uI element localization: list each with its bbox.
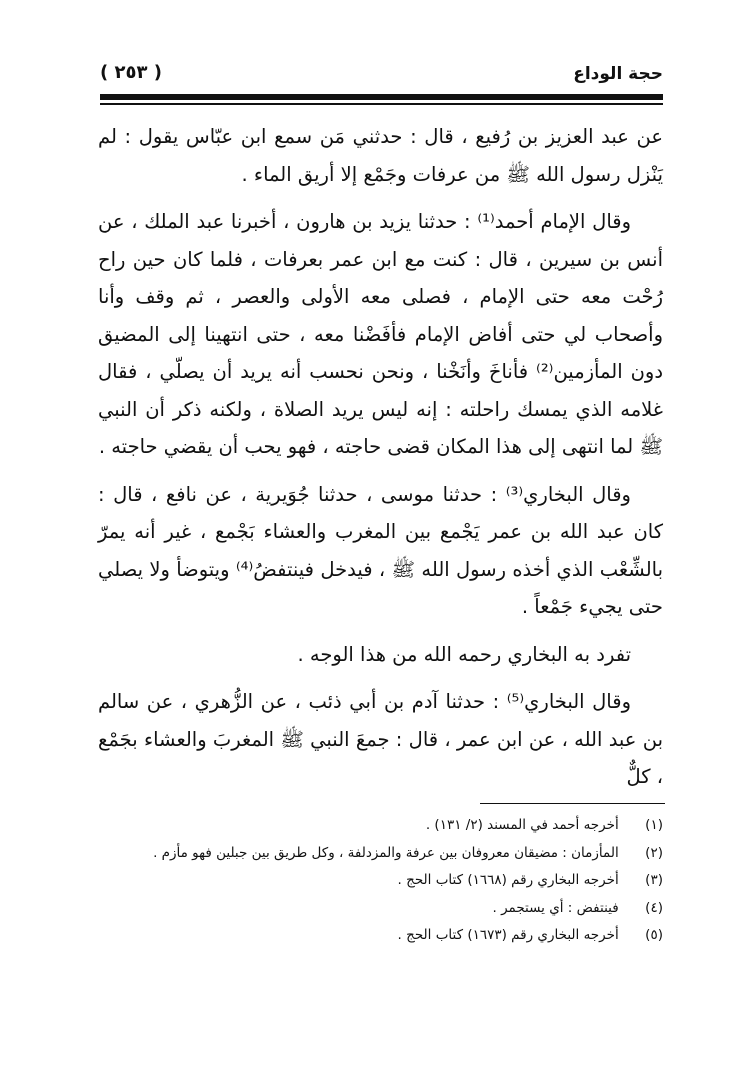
- paragraph-5: وقال البخاري⁽⁵⁾ : حدثنا آدم بن أبي ذئب ، عن الزُّهري ، عن سالم بن عبد الله ، عن ابن عمر ، قال : جمعَ النبي ﷺ المغربَ والعشاء بجَمْع ، كلٌّ: [98, 690, 663, 788]
- paragraph-3: وقال البخاري⁽³⁾ : حدثنا موسى ، حدثنا جُوَيرية ، عن نافع ، قال : كان عبد الله بن عمر يَجْمع بين المغرب والعشاء بَجْمع ، غير أنه يمرّ بالشِّعْب الذي أخذه رسول الله ﷺ ، فيدخل فينتفضُ⁽⁴⁾ ويتوضأ ولا يصلي حتى يجيء جَمْعاً .: [98, 482, 664, 618]
- footnote-number: (٤): [645, 899, 663, 916]
- footnote-number: (٣): [645, 872, 663, 888]
- footnote-number: (١): [645, 817, 663, 833]
- header-rule-thick: [100, 94, 663, 100]
- chapter-title: حجة الوداع: [573, 64, 663, 84]
- footnote-separator: [480, 803, 665, 804]
- page-number: ( ٢٥٣ ): [100, 62, 162, 83]
- paragraph-2: وقال الإمام أحمد⁽¹⁾ : حدثنا يزيد بن هارون ، أخبرنا عبد الملك ، عن أنس بن سيرين ، قال : كنت مع ابن عمر بعرفات ، فلما كان حين راح رُحْت معه حتى الإمام ، فصلى معه الأولى والعصر ، ثم وقف وأنا وأصحاب لي حتى أفاض الإمام فأفَضْنا معه ، حتى انتهينا إلى المضيق دون المأزمين⁽²⁾ فأناخَ وأنَخْنا ، ونحن نحسب أنه يريد أن يصلّي ، فقال غلامه الذي يمسك راحلته : إنه ليس يريد الصلاة ، ولكنه ذكر أن النبي ﷺ لما انتهى إلى هذا المكان قضى حاجته ، فهو يحب أن يقضي حاجته .: [98, 210, 664, 458]
- paragraph-4: تفرد به البخاري رحمه الله من هذا الوجه .: [297, 642, 631, 666]
- footnote-item: [98, 867, 663, 895]
- main-text: [98, 118, 663, 796]
- footnote-number: (٥): [645, 927, 663, 943]
- footnote-item: [98, 840, 663, 868]
- header-rule-thin: [100, 103, 663, 105]
- footnote-item: [98, 895, 663, 923]
- paragraph-1: عن عبد العزيز بن رُفيع ، قال : حدثني مَن سمع ابن عبّاس يقول : لم يَنْزل رسول الله ﷺ من عرفات وجَمْع إلا أريق الماء .: [98, 125, 663, 186]
- footnote-text: أخرجه البخاري رقم (١٦٧٣) كتاب الحج .: [397, 927, 619, 943]
- footnote-text: أخرجه أحمد في المسند (٢/ ١٣١) .: [425, 817, 619, 833]
- footnote-text: فينتفض : أي يستجمر .: [492, 899, 619, 916]
- footnote-number: (٢): [645, 844, 663, 861]
- footnote-item: [98, 922, 663, 950]
- running-header: [100, 62, 663, 90]
- footnotes: [98, 812, 663, 950]
- footnote-item: [98, 812, 663, 840]
- footnote-text: أخرجه البخاري رقم (١٦٦٨) كتاب الحج .: [397, 872, 619, 888]
- footnote-text: المأزمان : مضيقان معروفان بين عرفة والمزدلفة ، وكل طريق بين جبلين فهو مأزم .: [153, 844, 619, 861]
